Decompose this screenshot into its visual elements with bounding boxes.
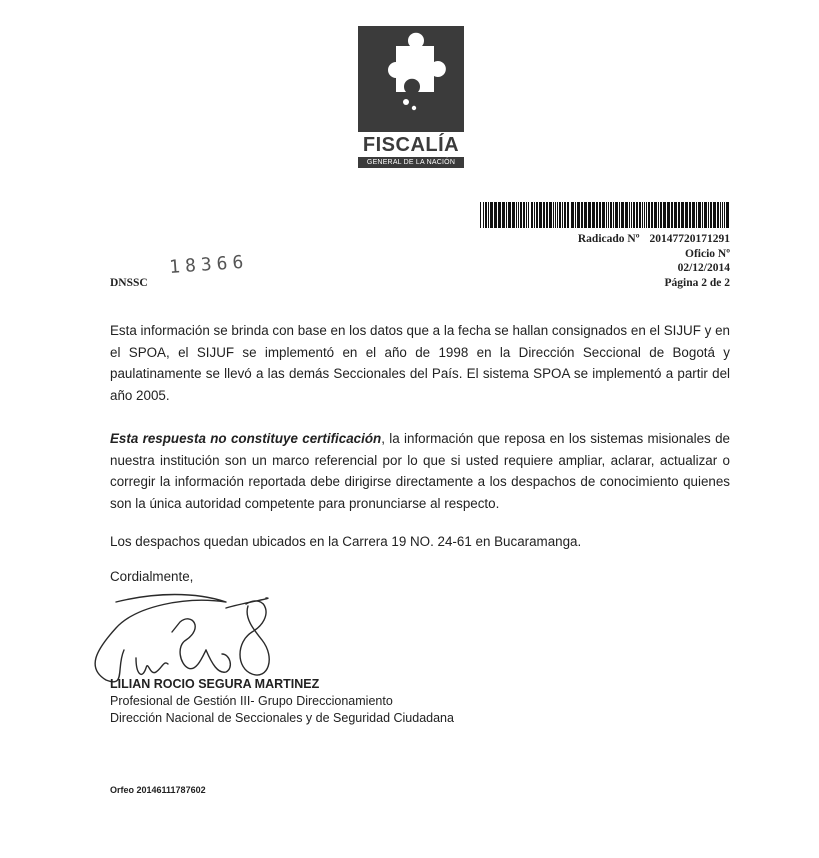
barcode-bar (692, 202, 695, 228)
barcode-bar (658, 202, 659, 228)
puzzle-logo-icon (358, 26, 464, 132)
barcode-bar (564, 202, 566, 228)
disclaimer-text: , la información que reposa en los sistemas misionales de nuestra institución son un marco referencial por lo que si usted requiere ampliar, aclarar, actualizar o corregir la información reportada debe dirigirse directamente a los despachos de conocimiento quienes son la única autoridad competente para pronunciarse al respecto. (110, 431, 730, 511)
barcode-bar (581, 202, 583, 228)
barcode-bar (610, 202, 612, 228)
barcode-bar (557, 202, 558, 228)
signer-title: Profesional de Gestión III- Grupo Direccionamiento (110, 694, 393, 708)
barcode-bar (633, 202, 635, 228)
barcode-bar (678, 202, 680, 228)
barcode-bar (506, 202, 507, 228)
oficio-label: Oficio Nº (685, 247, 730, 260)
barcode-bar (494, 202, 497, 228)
barcode-bar (602, 202, 605, 228)
barcode-bar (648, 202, 650, 228)
barcode-bar (588, 202, 591, 228)
barcode-bar (480, 202, 481, 228)
barcode-bar (724, 202, 725, 228)
barcode-bar (559, 202, 561, 228)
paragraph-address: Los despachos quedan ubicados en la Carrera 19 NO. 24-61 en Bucaramanga. (110, 534, 582, 549)
barcode-bar (704, 202, 707, 228)
barcode-bar (528, 202, 529, 228)
barcode-bar (663, 202, 666, 228)
barcode-bar (654, 202, 657, 228)
barcode-bar (490, 202, 493, 228)
barcode-bar (520, 202, 522, 228)
barcode-bar (726, 202, 729, 228)
barcode-bar (526, 202, 527, 228)
barcode-bar (615, 202, 618, 228)
barcode-bar (508, 202, 511, 228)
barcode-bar (702, 202, 703, 228)
barcode-bar (546, 202, 548, 228)
logo-wordmark: FISCALÍA (362, 134, 460, 156)
barcode-bar (685, 202, 688, 228)
orfeo-reference: Orfeo 20146111787602 (110, 785, 206, 795)
barcode (480, 202, 730, 228)
barcode-bar (646, 202, 647, 228)
disclaimer-emphasis: Esta respuesta no constituye certificación (110, 431, 382, 446)
barcode-bar (696, 202, 697, 228)
barcode-bar (498, 202, 501, 228)
document-metadata (578, 232, 730, 290)
radicado-label: Radicado Nº (577, 233, 640, 245)
barcode-bar (710, 202, 712, 228)
barcode-bar (485, 202, 487, 228)
paragraph-sources: Esta información se brinda con base en los datos que a la fecha se hallan consignados en el SIJUF y en el SPOA, el SIJUF se implementó en el año de 1998 en la Dirección Seccional de Bogotá y paulatinamente se llevó a las demás Seccionales del País. El sistema SPOA se implementó a partir del año 2005. (110, 323, 730, 403)
barcode-bar (606, 202, 607, 228)
barcode-bar (625, 202, 628, 228)
barcode-bar (660, 202, 662, 228)
barcode-bar (549, 202, 552, 228)
barcode-bar (636, 202, 638, 228)
page-number: Página 2 de 2 (664, 276, 730, 289)
barcode-bar (536, 202, 538, 228)
barcode-bar (621, 202, 624, 228)
signer-block (110, 676, 454, 727)
barcode-bar (516, 202, 517, 228)
barcode-bar (681, 202, 684, 228)
barcode-bar (596, 202, 598, 228)
fiscalia-logo (358, 26, 464, 170)
barcode-bar (629, 202, 630, 228)
barcode-bar (577, 202, 580, 228)
barcode-bar (671, 202, 673, 228)
barcode-bar (708, 202, 709, 228)
barcode-bar (713, 202, 716, 228)
document-date: 02/12/2014 (677, 262, 730, 274)
barcode-bar (642, 202, 643, 228)
barcode-bar (567, 202, 569, 228)
barcode-bar (531, 202, 533, 228)
signer-department: Dirección Nacional de Seccionales y de Seguridad Ciudadana (110, 711, 454, 725)
barcode-bar (667, 202, 670, 228)
barcode-bar (631, 202, 632, 228)
barcode-bar (599, 202, 601, 228)
dependency-code: DNSSC (110, 277, 148, 289)
barcode-bar (483, 202, 484, 228)
barcode-bar (488, 202, 489, 228)
barcode-bar (584, 202, 587, 228)
barcode-bar (512, 202, 515, 228)
barcode-bar (722, 202, 723, 228)
barcode-bar (539, 202, 542, 228)
barcode-bar (698, 202, 701, 228)
stamp-number: 18366 (168, 251, 249, 278)
barcode-bar (592, 202, 595, 228)
barcode-bar (674, 202, 677, 228)
barcode-bar (553, 202, 554, 228)
barcode-bar (534, 202, 535, 228)
radicado-number: 20147720171291 (649, 233, 730, 245)
barcode-bar (639, 202, 641, 228)
barcode-bar (518, 202, 519, 228)
barcode-bar (619, 202, 620, 228)
barcode-bar (571, 202, 574, 228)
barcode-bar (644, 202, 645, 228)
barcode-bar (502, 202, 505, 228)
barcode-bar (523, 202, 525, 228)
barcode-bar (562, 202, 563, 228)
barcode-bar (689, 202, 691, 228)
closing-salutation: Cordialmente, (110, 569, 194, 584)
barcode-bar (651, 202, 653, 228)
barcode-bar (717, 202, 719, 228)
barcode-bar (608, 202, 609, 228)
barcode-bar (575, 202, 576, 228)
logo-subtitle: GENERAL DE LA NACIÓN (358, 157, 464, 168)
barcode-bar (720, 202, 721, 228)
radicado-line (578, 232, 730, 247)
barcode-bar (555, 202, 556, 228)
barcode-bar (613, 202, 614, 228)
signer-name: LILIAN ROCIO SEGURA MARTINEZ (110, 677, 320, 691)
barcode-bar (543, 202, 545, 228)
paragraph-disclaimer (110, 428, 730, 514)
